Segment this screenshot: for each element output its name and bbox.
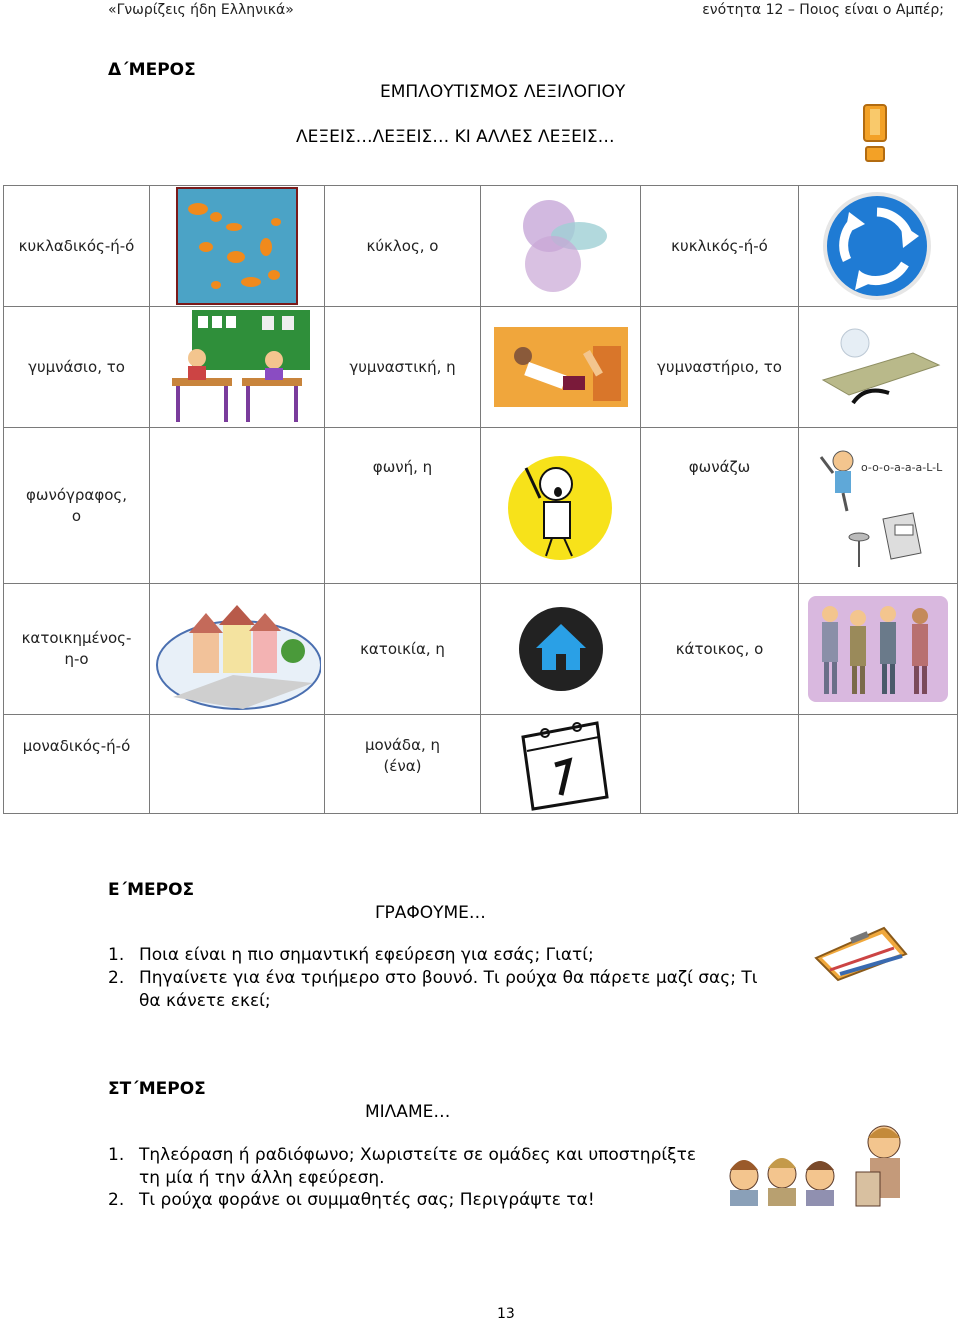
part-st-label: ΣΤ΄ΜΕΡΟΣ (108, 1079, 206, 1099)
table-row (4, 584, 958, 715)
exercise-picture (493, 326, 629, 408)
picture-cell (150, 584, 325, 715)
word-cell: γυμνάσιο, το (4, 307, 150, 428)
table-row (4, 307, 958, 428)
shouting-man-picture (813, 441, 943, 571)
empty-cell (799, 715, 958, 814)
header-right: ενότητα 12 – Ποιος είναι ο Αμπέρ; (702, 2, 944, 18)
picture-cell (799, 584, 958, 715)
word-cell (4, 428, 150, 584)
item-text: Τι ρούχα φοράνε οι συμμαθητές σας; Περιγράψτε τα! (139, 1190, 595, 1210)
exclamation-icon (862, 103, 890, 163)
singer-picture (506, 448, 616, 563)
picture-cell (799, 186, 958, 307)
part-st-title: ΜΙΛΑΜΕ… (365, 1102, 451, 1122)
cyclades-map-picture (176, 187, 298, 305)
classroom-picture (162, 308, 312, 426)
item-number: 2. (108, 1190, 125, 1210)
part-e-item-2-continuation: θα κάνετε εκεί; (139, 991, 271, 1011)
item-number: 2. (108, 968, 125, 988)
discussion-group-picture (722, 1120, 922, 1208)
header-left: «Γνωρίζεις ήδη Ελληνικά» (108, 2, 294, 18)
item-number: 1. (108, 945, 125, 965)
picture-cell (150, 307, 325, 428)
part-e-item-2 (108, 967, 758, 989)
houses-picture (153, 587, 321, 711)
picture-cell (150, 186, 325, 307)
word-cell: κατοικία, η (325, 584, 481, 715)
word-cell: μοναδικός-ή-ό (4, 715, 150, 814)
word-phonograph: φωνόγραφος, ο (26, 485, 127, 525)
circles-picture (511, 196, 611, 296)
word-cell: φωνή, η (325, 428, 481, 584)
word-cell: κυκλαδικός-ή-ό (4, 186, 150, 307)
part-e-label: Ε΄ΜΕΡΟΣ (108, 880, 195, 900)
vocabulary-table (3, 185, 958, 814)
table-row (4, 186, 958, 307)
table-row (4, 428, 958, 584)
part-st-item-1 (108, 1144, 697, 1166)
calendar-icon (509, 717, 613, 811)
home-icon (516, 604, 606, 694)
word-cell: κάτοικος, ο (641, 584, 799, 715)
roundabout-sign-icon (819, 190, 937, 302)
picture-cell (481, 715, 641, 814)
empty-cell (150, 715, 325, 814)
word-cell: κύκλος, ο (325, 186, 481, 307)
picture-cell (481, 307, 641, 428)
picture-cell (481, 186, 641, 307)
word-cell: μονάδα, η (ένα) (325, 715, 481, 814)
part-e-item-1 (108, 944, 594, 966)
picture-cell (799, 428, 958, 584)
part-d-subtitle: ΛΕΞΕΙΣ…ΛΕΞΕΙΣ… ΚΙ ΑΛΛΕΣ ΛΕΞΕΙΣ… (296, 127, 615, 147)
word-cell: κατοικημένος- η-ο (4, 584, 150, 715)
item-number: 1. (108, 1145, 125, 1165)
part-st-item-1-continuation: τη μία ή την άλλη εφεύρεση. (139, 1168, 385, 1188)
picture-cell (799, 307, 958, 428)
page-number: 13 (497, 1306, 515, 1322)
clipboard-pencil-icon (810, 922, 910, 982)
empty-cell (150, 428, 325, 584)
part-d-label: Δ΄ΜΕΡΟΣ (108, 60, 196, 80)
part-st-item-2 (108, 1189, 595, 1211)
picture-cell (481, 428, 641, 584)
shout-text: o-o-o-a-a-a-L-L (861, 460, 943, 474)
item-text: Πηγαίνετε για ένα τριήμερο στο βουνό. Τι ρούχα θα πάρετε μαζί σας; Τι (139, 968, 758, 988)
picture-cell (481, 584, 641, 715)
word-cell: κυκλικός-ή-ό (641, 186, 799, 307)
part-d-title: ΕΜΠΛΟΥΤΙΣΜΟΣ ΛΕΞΙΛΟΓΙΟΥ (380, 82, 626, 102)
table-row (4, 715, 958, 814)
word-cell: φωνάζω (641, 428, 799, 584)
word-cell: γυμναστική, η (325, 307, 481, 428)
part-e-title: ΓΡΑΦΟΥΜΕ… (375, 903, 486, 923)
item-text: Ποια είναι η πιο σημαντική εφεύρεση για εσάς; Γιατί; (139, 945, 594, 965)
residents-picture (808, 596, 948, 702)
item-text: Τηλεόραση ή ραδιόφωνο; Χωριστείτε σε ομάδες και υποστηρίξτε (139, 1145, 697, 1165)
gym-mat-picture (813, 325, 943, 409)
word-cell (641, 715, 799, 814)
word-cell: γυμναστήριο, το (641, 307, 799, 428)
